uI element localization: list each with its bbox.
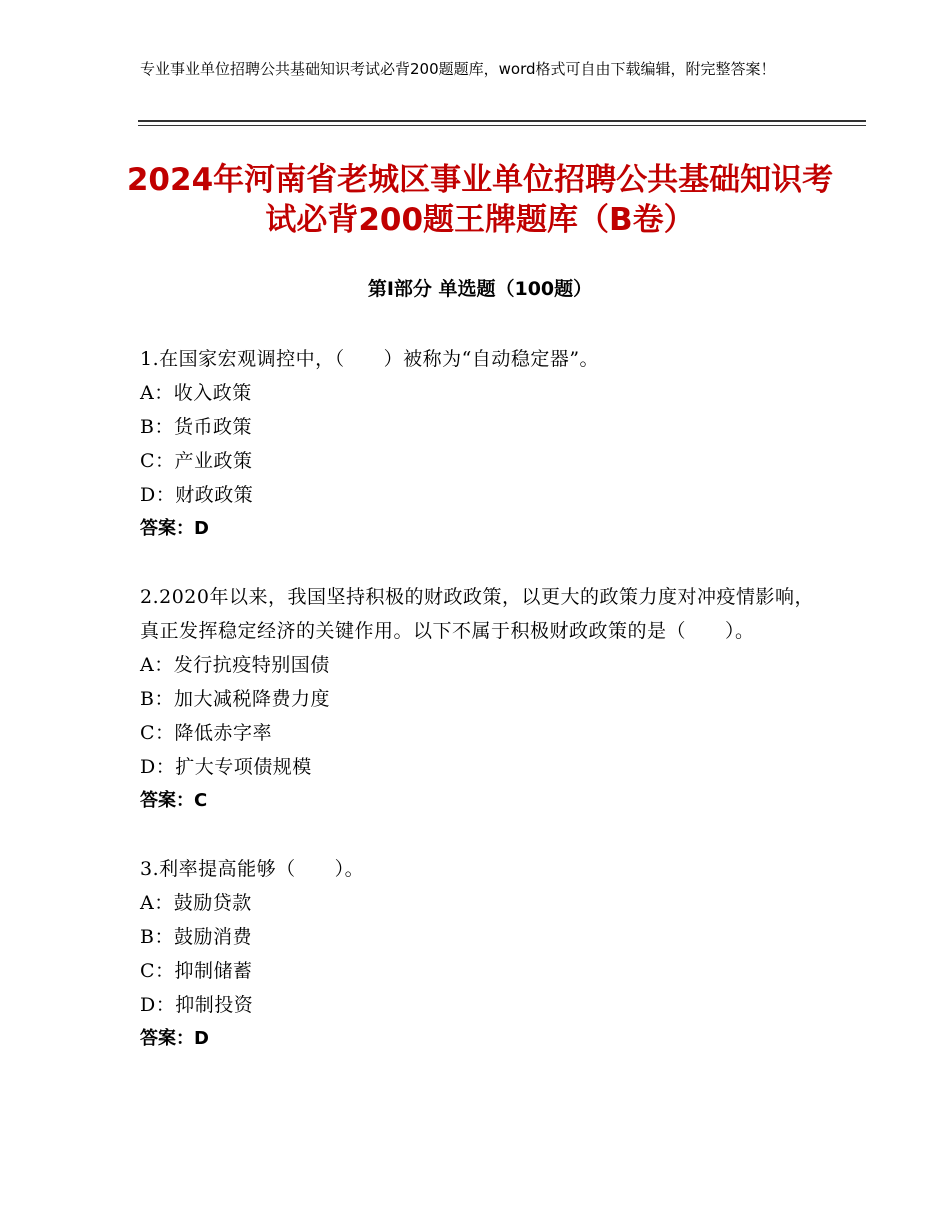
section-title: 第Ⅰ部分 单选题（100题）: [367, 278, 593, 300]
header-divider: [138, 120, 866, 122]
option-c: C：产业政策: [140, 450, 253, 472]
option-a: A：发行抗疫特别国债: [140, 654, 330, 676]
question-2: [140, 580, 820, 818]
option-b: B：货币政策: [140, 416, 252, 438]
header-note: 专业事业单位招聘公共基础知识考试必背200题题库，word格式可自由下载编辑，附完整答案！: [140, 60, 776, 78]
answer-label: 答案：: [140, 1028, 194, 1049]
option-a: A：收入政策: [140, 382, 252, 404]
option-a: A：鼓励贷款: [140, 892, 252, 914]
answer-value: D: [194, 1028, 209, 1049]
answer-line: [140, 784, 820, 818]
option-d: D：扩大专项债规模: [140, 756, 312, 778]
question-text: 3.利率提高能够（ ）。: [140, 858, 365, 880]
option-b: B：鼓励消费: [140, 926, 252, 948]
answer-value: D: [194, 518, 209, 539]
question-text: 2.2020年以来，我国坚持积极的财政政策，以更大的政策力度对冲疫情影响，真正发挥稳定经济的关键作用。以下不属于积极财政政策的是（ ）。: [140, 586, 814, 642]
answer-label: 答案：: [140, 790, 194, 811]
option-d: D：抑制投资: [140, 994, 254, 1016]
option-c: C：降低赤字率: [140, 722, 273, 744]
document-title: 2024年河南省老城区事业单位招聘公共基础知识考试必背200题王牌题库（B卷）: [126, 162, 834, 238]
answer-line: [140, 1022, 820, 1056]
option-b: B：加大减税降费力度: [140, 688, 330, 710]
header-divider-thin: [138, 125, 866, 126]
option-c: C：抑制储蓄: [140, 960, 253, 982]
answer-value: C: [194, 790, 208, 811]
question-3: [140, 852, 820, 1056]
option-d: D：财政政策: [140, 484, 254, 506]
answer-label: 答案：: [140, 518, 194, 539]
question-text: 1.在国家宏观调控中，（ ）被称为“自动稳定器”。: [140, 348, 600, 370]
answer-line: [140, 512, 820, 546]
question-1: [140, 342, 820, 546]
question-list: [140, 342, 820, 1090]
